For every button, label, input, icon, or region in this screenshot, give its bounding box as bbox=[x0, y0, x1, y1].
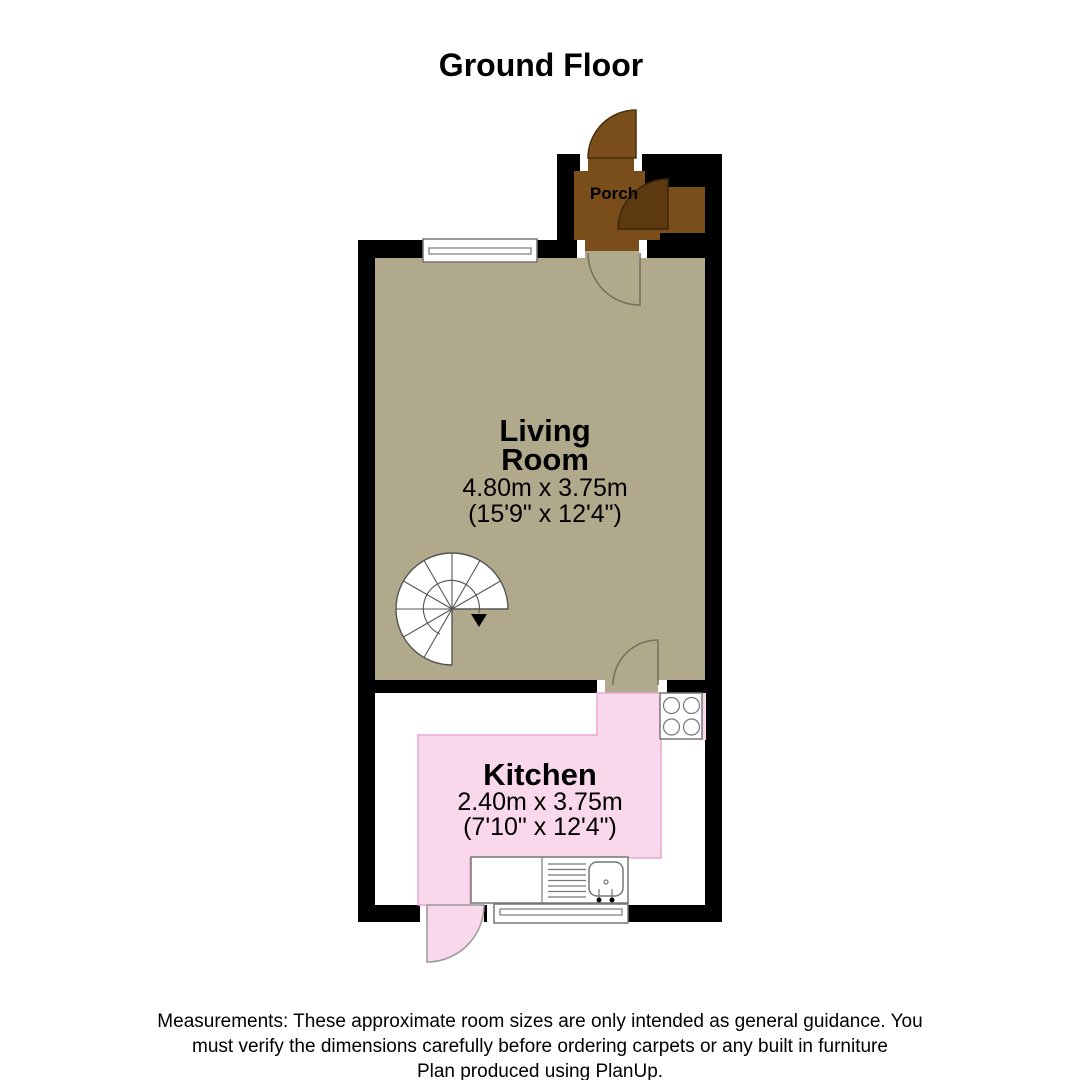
disclaimer-line1: Measurements: These approximate room sizes are only intended as general guidance. You bbox=[157, 1011, 923, 1032]
sink-counter bbox=[471, 857, 628, 903]
jamb bbox=[580, 154, 588, 171]
wall-porch-recess-bottom bbox=[660, 233, 705, 258]
jamb bbox=[597, 680, 605, 693]
jamb bbox=[420, 905, 427, 922]
living-room-name-line2: Room bbox=[501, 442, 589, 477]
jamb bbox=[658, 680, 667, 693]
porch-living-opening-living-side bbox=[585, 251, 639, 258]
kitchen-size-metric: 2.40m x 3.75m bbox=[457, 788, 623, 816]
living-room-name-line1: Living bbox=[499, 413, 591, 448]
living-room-size-metric: 4.80m x 3.75m bbox=[462, 474, 628, 502]
window-glazing bbox=[500, 909, 622, 915]
porch-living-opening-porch-side bbox=[585, 240, 639, 251]
plan-title: Ground Floor bbox=[438, 47, 644, 83]
disclaimer-line3: Plan produced using PlanUp. bbox=[416, 1061, 664, 1080]
kitchen-size-imperial: (7'10" x 12'4") bbox=[463, 813, 617, 841]
jamb bbox=[577, 240, 585, 258]
window-top bbox=[423, 239, 537, 262]
kitchen-name: Kitchen bbox=[483, 757, 597, 792]
disclaimer-line2: must verify the dimensions carefully before ordering carpets or any built in furniture bbox=[192, 1036, 888, 1057]
sink-tap-tip bbox=[597, 898, 602, 903]
window-bottom bbox=[494, 904, 628, 923]
hob bbox=[660, 693, 702, 739]
window-glazing bbox=[429, 248, 531, 254]
wall-left bbox=[358, 240, 375, 922]
living-room-size-imperial: (15'9" x 12'4") bbox=[468, 500, 622, 528]
wall-right bbox=[705, 154, 722, 922]
drainer-lines bbox=[548, 864, 586, 897]
jamb bbox=[487, 905, 494, 922]
sink-basin bbox=[589, 862, 623, 896]
sink-tap-tip bbox=[610, 898, 615, 903]
porch-label: Porch bbox=[589, 184, 639, 203]
